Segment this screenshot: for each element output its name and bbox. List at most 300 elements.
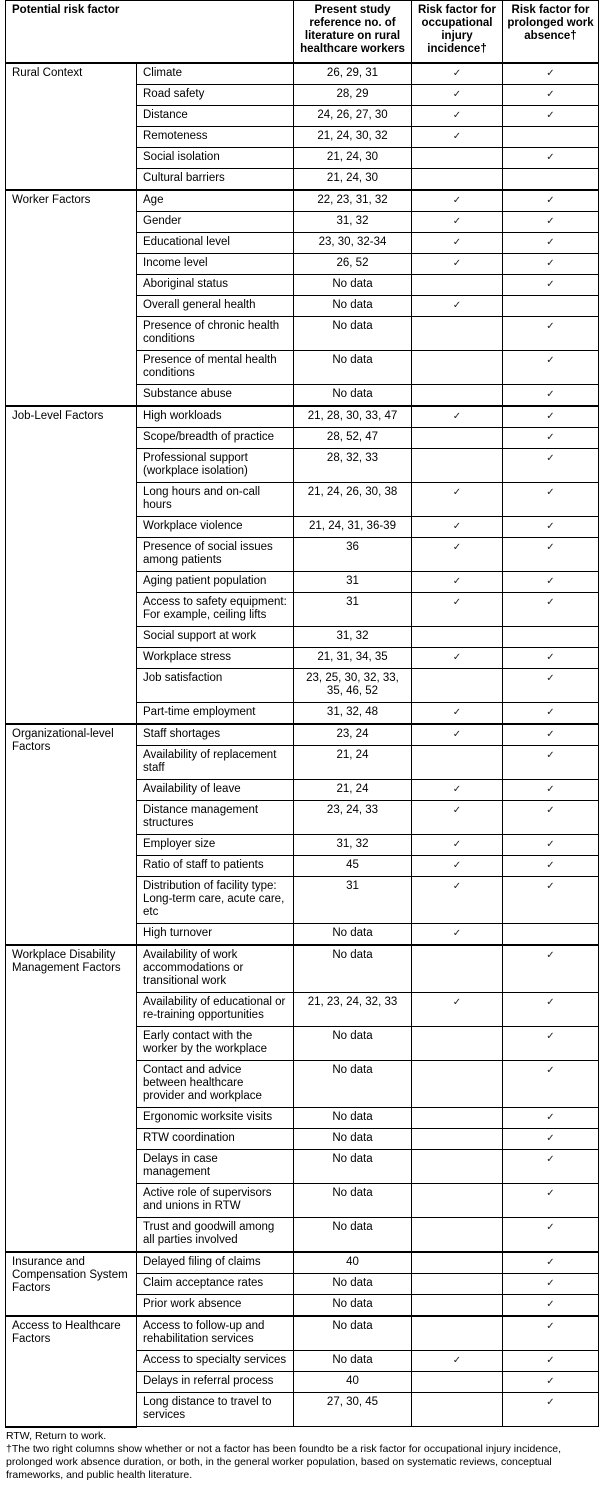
risk-factor-cell: Access to follow-up and rehabilitation services: [137, 1316, 294, 1351]
checkmark-icon: ✓: [452, 860, 462, 871]
prolonged-absence-cell: [503, 627, 599, 648]
risk-factor-cell: Part-time employment: [137, 703, 294, 725]
reference-numbers-cell: 31: [294, 877, 412, 924]
checkmark-icon: ✓: [452, 576, 462, 587]
injury-incidence-cell: [412, 1372, 503, 1393]
injury-incidence-cell: [412, 780, 503, 801]
injury-incidence-cell: [412, 317, 503, 351]
header-reference-numbers: Present study reference no. of literature on rural healthcare workers: [294, 1, 412, 64]
risk-factor-table-figure: [5, 0, 598, 1482]
reference-numbers-cell: 21, 24, 30: [294, 148, 412, 169]
checkmark-icon: ✓: [546, 1031, 555, 1042]
prolonged-absence-cell: [503, 212, 599, 233]
injury-incidence-cell: [412, 856, 503, 877]
checkmark-icon: ✓: [546, 805, 555, 816]
checkmark-icon: ✓: [452, 487, 462, 498]
reference-numbers-cell: 45: [294, 856, 412, 877]
reference-numbers-cell: No data: [294, 1351, 412, 1372]
reference-numbers-cell: No data: [294, 945, 412, 993]
reference-numbers-cell: 22, 23, 31, 32: [294, 190, 412, 212]
injury-incidence-cell: [412, 275, 503, 296]
injury-incidence-cell: [412, 406, 503, 428]
injury-incidence-cell: [412, 1393, 503, 1427]
prolonged-absence-cell: [503, 593, 599, 627]
checkmark-icon: ✓: [546, 1278, 555, 1289]
risk-factor-cell: Age: [137, 190, 294, 212]
checkmark-icon: ✓: [546, 750, 555, 761]
reference-numbers-cell: 23, 25, 30, 32, 33, 35, 46, 52: [294, 669, 412, 703]
checkmark-icon: ✓: [452, 521, 462, 532]
reference-numbers-cell: 26, 29, 31: [294, 63, 412, 85]
table-header-row: [6, 1, 599, 64]
checkmark-icon: ✓: [546, 597, 555, 608]
checkmark-icon: ✓: [452, 131, 462, 142]
checkmark-icon: ✓: [452, 68, 462, 79]
checkmark-icon: ✓: [546, 997, 555, 1008]
checkmark-icon: ✓: [546, 542, 555, 553]
risk-factor-cell: Job satisfaction: [137, 669, 294, 703]
prolonged-absence-cell: [503, 724, 599, 746]
risk-factor-cell: Aging patient population: [137, 572, 294, 593]
risk-factor-cell: Delays in referral process: [137, 1372, 294, 1393]
checkmark-icon: ✓: [546, 707, 555, 718]
injury-incidence-cell: [412, 483, 503, 517]
injury-incidence-cell: [412, 669, 503, 703]
prolonged-absence-cell: [503, 254, 599, 275]
risk-factor-cell: Presence of chronic health conditions: [137, 317, 294, 351]
prolonged-absence-cell: [503, 993, 599, 1027]
table-body: [6, 63, 599, 1427]
risk-factor-cell: Claim acceptance rates: [137, 1274, 294, 1295]
risk-factor-cell: Long distance to travel to services: [137, 1393, 294, 1427]
checkmark-icon: ✓: [546, 355, 555, 366]
risk-factor-cell: High turnover: [137, 924, 294, 946]
reference-numbers-cell: No data: [294, 1150, 412, 1184]
checkmark-icon: ✓: [546, 432, 555, 443]
reference-numbers-cell: 31, 32: [294, 835, 412, 856]
prolonged-absence-cell: [503, 1218, 599, 1253]
reference-numbers-cell: No data: [294, 1274, 412, 1295]
prolonged-absence-cell: [503, 85, 599, 106]
injury-incidence-cell: [412, 1061, 503, 1108]
injury-incidence-cell: [412, 1218, 503, 1253]
reference-numbers-cell: 36: [294, 538, 412, 572]
category-label: Workplace Disability Management Factors: [6, 945, 137, 1252]
risk-factor-cell: Delays in case management: [137, 1150, 294, 1184]
reference-numbers-cell: 21, 24, 30: [294, 169, 412, 191]
reference-numbers-cell: No data: [294, 1027, 412, 1061]
prolonged-absence-cell: [503, 924, 599, 946]
checkmark-icon: ✓: [452, 411, 462, 422]
category-label: Worker Factors: [6, 190, 137, 406]
injury-incidence-cell: [412, 428, 503, 449]
risk-factor-cell: Distance management structures: [137, 801, 294, 835]
risk-factor-cell: Road safety: [137, 85, 294, 106]
prolonged-absence-cell: [503, 1295, 599, 1317]
risk-factor-cell: Social isolation: [137, 148, 294, 169]
reference-numbers-cell: 26, 52: [294, 254, 412, 275]
risk-factor-cell: Scope/breadth of practice: [137, 428, 294, 449]
checkmark-icon: ✓: [546, 110, 555, 121]
checkmark-icon: ✓: [546, 950, 555, 961]
risk-factor-cell: Staff shortages: [137, 724, 294, 746]
reference-numbers-cell: No data: [294, 924, 412, 946]
reference-numbers-cell: No data: [294, 1108, 412, 1129]
table-row: [6, 724, 599, 746]
risk-factor-cell: Social support at work: [137, 627, 294, 648]
header-prolonged-absence: Risk factor for prolonged work absence†: [503, 1, 599, 64]
injury-incidence-cell: [412, 106, 503, 127]
checkmark-icon: ✓: [546, 784, 555, 795]
category-label: Rural Context: [6, 63, 137, 190]
injury-incidence-cell: [412, 648, 503, 669]
injury-incidence-cell: [412, 351, 503, 385]
reference-numbers-cell: No data: [294, 275, 412, 296]
checkmark-icon: ✓: [546, 1257, 555, 1268]
checkmark-icon: ✓: [452, 300, 462, 311]
injury-incidence-cell: [412, 924, 503, 946]
injury-incidence-cell: [412, 1129, 503, 1150]
prolonged-absence-cell: [503, 538, 599, 572]
prolonged-absence-cell: [503, 1274, 599, 1295]
table-row: [6, 1316, 599, 1351]
reference-numbers-cell: No data: [294, 1061, 412, 1108]
prolonged-absence-cell: [503, 127, 599, 148]
checkmark-icon: ✓: [546, 1397, 555, 1408]
injury-incidence-cell: [412, 1252, 503, 1274]
injury-incidence-cell: [412, 1351, 503, 1372]
risk-factor-cell: Aboriginal status: [137, 275, 294, 296]
risk-factor-cell: Access to safety equipment: For example, ceiling lifts: [137, 593, 294, 627]
reference-numbers-cell: 23, 24, 33: [294, 801, 412, 835]
risk-factor-cell: Presence of mental health conditions: [137, 351, 294, 385]
table-row: [6, 1252, 599, 1274]
checkmark-icon: ✓: [452, 237, 462, 248]
category-label: Organizational-level Factors: [6, 724, 137, 945]
checkmark-icon: ✓: [546, 258, 555, 269]
reference-numbers-cell: 21, 24: [294, 780, 412, 801]
injury-incidence-cell: [412, 127, 503, 148]
table-row: [6, 190, 599, 212]
checkmark-icon: ✓: [546, 237, 555, 248]
checkmark-icon: ✓: [452, 258, 462, 269]
reference-numbers-cell: 27, 30, 45: [294, 1393, 412, 1427]
reference-numbers-cell: No data: [294, 1295, 412, 1317]
injury-incidence-cell: [412, 877, 503, 924]
checkmark-icon: ✓: [546, 1112, 555, 1123]
risk-factor-cell: Availability of leave: [137, 780, 294, 801]
risk-factor-cell: Workplace violence: [137, 517, 294, 538]
checkmark-icon: ✓: [546, 576, 555, 587]
footnote-abbreviation: RTW, Return to work.: [6, 1429, 107, 1442]
checkmark-icon: ✓: [546, 1355, 555, 1366]
checkmark-icon: ✓: [452, 997, 462, 1008]
reference-numbers-cell: 21, 24, 31, 36-39: [294, 517, 412, 538]
reference-numbers-cell: No data: [294, 1184, 412, 1218]
checkmark-icon: ✓: [546, 521, 555, 532]
checkmark-icon: ✓: [452, 784, 462, 795]
prolonged-absence-cell: [503, 1061, 599, 1108]
reference-numbers-cell: 23, 24: [294, 724, 412, 746]
prolonged-absence-cell: [503, 449, 599, 483]
risk-factor-cell: Active role of supervisors and unions in RTW: [137, 1184, 294, 1218]
checkmark-icon: ✓: [546, 389, 555, 400]
reference-numbers-cell: 24, 26, 27, 30: [294, 106, 412, 127]
risk-factor-cell: Availability of replacement staff: [137, 746, 294, 780]
risk-factor-table: [5, 0, 599, 1428]
prolonged-absence-cell: [503, 317, 599, 351]
checkmark-icon: ✓: [452, 597, 462, 608]
checkmark-icon: ✓: [546, 195, 555, 206]
risk-factor-cell: Gender: [137, 212, 294, 233]
reference-numbers-cell: 31, 32: [294, 627, 412, 648]
injury-incidence-cell: [412, 746, 503, 780]
checkmark-icon: ✓: [546, 279, 555, 290]
prolonged-absence-cell: [503, 483, 599, 517]
reference-numbers-cell: No data: [294, 1218, 412, 1253]
checkmark-icon: ✓: [452, 110, 462, 121]
prolonged-absence-cell: [503, 1108, 599, 1129]
reference-numbers-cell: No data: [294, 385, 412, 407]
reference-numbers-cell: 28, 52, 47: [294, 428, 412, 449]
risk-factor-cell: Income level: [137, 254, 294, 275]
injury-incidence-cell: [412, 449, 503, 483]
checkmark-icon: ✓: [452, 707, 462, 718]
risk-factor-cell: Long hours and on-call hours: [137, 483, 294, 517]
prolonged-absence-cell: [503, 703, 599, 725]
injury-incidence-cell: [412, 538, 503, 572]
injury-incidence-cell: [412, 703, 503, 725]
reference-numbers-cell: No data: [294, 296, 412, 317]
reference-numbers-cell: 21, 24, 30, 32: [294, 127, 412, 148]
checkmark-icon: ✓: [452, 542, 462, 553]
prolonged-absence-cell: [503, 63, 599, 85]
injury-incidence-cell: [412, 1274, 503, 1295]
injury-incidence-cell: [412, 572, 503, 593]
injury-incidence-cell: [412, 835, 503, 856]
injury-incidence-cell: [412, 1316, 503, 1351]
category-label: Job-Level Factors: [6, 406, 137, 724]
checkmark-icon: ✓: [546, 487, 555, 498]
prolonged-absence-cell: [503, 1372, 599, 1393]
reference-numbers-cell: 21, 31, 34, 35: [294, 648, 412, 669]
risk-factor-cell: Contact and advice between healthcare provider and workplace: [137, 1061, 294, 1108]
checkmark-icon: ✓: [452, 729, 462, 740]
risk-factor-cell: Climate: [137, 63, 294, 85]
prolonged-absence-cell: [503, 1393, 599, 1427]
risk-factor-cell: Distance: [137, 106, 294, 127]
prolonged-absence-cell: [503, 1252, 599, 1274]
prolonged-absence-cell: [503, 801, 599, 835]
checkmark-icon: ✓: [452, 1355, 462, 1366]
reference-numbers-cell: 28, 32, 33: [294, 449, 412, 483]
risk-factor-cell: Access to specialty services: [137, 1351, 294, 1372]
risk-factor-cell: Delayed filing of claims: [137, 1252, 294, 1274]
reference-numbers-cell: No data: [294, 1129, 412, 1150]
injury-incidence-cell: [412, 190, 503, 212]
risk-factor-cell: Educational level: [137, 233, 294, 254]
risk-factor-cell: Cultural barriers: [137, 169, 294, 191]
checkmark-icon: ✓: [546, 860, 555, 871]
reference-numbers-cell: 40: [294, 1252, 412, 1274]
injury-incidence-cell: [412, 627, 503, 648]
prolonged-absence-cell: [503, 669, 599, 703]
reference-numbers-cell: 21, 23, 24, 32, 33: [294, 993, 412, 1027]
prolonged-absence-cell: [503, 406, 599, 428]
checkmark-icon: ✓: [546, 89, 555, 100]
injury-incidence-cell: [412, 63, 503, 85]
reference-numbers-cell: 31, 32, 48: [294, 703, 412, 725]
checkmark-icon: ✓: [546, 1154, 555, 1165]
checkmark-icon: ✓: [546, 729, 555, 740]
prolonged-absence-cell: [503, 106, 599, 127]
reference-numbers-cell: 31, 32: [294, 212, 412, 233]
reference-numbers-cell: 28, 29: [294, 85, 412, 106]
prolonged-absence-cell: [503, 1129, 599, 1150]
prolonged-absence-cell: [503, 275, 599, 296]
reference-numbers-cell: No data: [294, 351, 412, 385]
prolonged-absence-cell: [503, 572, 599, 593]
prolonged-absence-cell: [503, 190, 599, 212]
checkmark-icon: ✓: [546, 1222, 555, 1233]
prolonged-absence-cell: [503, 296, 599, 317]
risk-factor-cell: Overall general health: [137, 296, 294, 317]
checkmark-icon: ✓: [546, 1133, 555, 1144]
checkmark-icon: ✓: [546, 1321, 555, 1332]
checkmark-icon: ✓: [546, 881, 555, 892]
injury-incidence-cell: [412, 593, 503, 627]
prolonged-absence-cell: [503, 148, 599, 169]
injury-incidence-cell: [412, 254, 503, 275]
reference-numbers-cell: 40: [294, 1372, 412, 1393]
checkmark-icon: ✓: [546, 68, 555, 79]
checkmark-icon: ✓: [452, 839, 462, 850]
risk-factor-cell: Availability of work accommodations or transitional work: [137, 945, 294, 993]
table-row: [6, 945, 599, 993]
reference-numbers-cell: No data: [294, 317, 412, 351]
prolonged-absence-cell: [503, 835, 599, 856]
category-label: Access to Healthcare Factors: [6, 1316, 137, 1427]
injury-incidence-cell: [412, 1295, 503, 1317]
prolonged-absence-cell: [503, 1316, 599, 1351]
table-footnotes: [5, 1430, 598, 1482]
prolonged-absence-cell: [503, 1351, 599, 1372]
checkmark-icon: ✓: [546, 673, 555, 684]
injury-incidence-cell: [412, 517, 503, 538]
prolonged-absence-cell: [503, 351, 599, 385]
injury-incidence-cell: [412, 1027, 503, 1061]
prolonged-absence-cell: [503, 233, 599, 254]
checkmark-icon: ✓: [546, 1188, 555, 1199]
prolonged-absence-cell: [503, 1184, 599, 1218]
prolonged-absence-cell: [503, 1027, 599, 1061]
checkmark-icon: ✓: [546, 453, 555, 464]
reference-numbers-cell: 31: [294, 593, 412, 627]
prolonged-absence-cell: [503, 856, 599, 877]
prolonged-absence-cell: [503, 877, 599, 924]
injury-incidence-cell: [412, 801, 503, 835]
risk-factor-cell: Ratio of staff to patients: [137, 856, 294, 877]
prolonged-absence-cell: [503, 1150, 599, 1184]
injury-incidence-cell: [412, 1184, 503, 1218]
prolonged-absence-cell: [503, 169, 599, 191]
reference-numbers-cell: 21, 24, 26, 30, 38: [294, 483, 412, 517]
prolonged-absence-cell: [503, 746, 599, 780]
checkmark-icon: ✓: [546, 152, 555, 163]
risk-factor-cell: Early contact with the worker by the workplace: [137, 1027, 294, 1061]
checkmark-icon: ✓: [452, 928, 462, 939]
risk-factor-cell: Substance abuse: [137, 385, 294, 407]
risk-factor-cell: Availability of educational or re-training opportunities: [137, 993, 294, 1027]
risk-factor-cell: High workloads: [137, 406, 294, 428]
injury-incidence-cell: [412, 385, 503, 407]
header-potential-risk-factor: Potential risk factor: [6, 1, 294, 64]
checkmark-icon: ✓: [452, 652, 462, 663]
checkmark-icon: ✓: [452, 881, 462, 892]
checkmark-icon: ✓: [546, 411, 555, 422]
checkmark-icon: ✓: [452, 216, 462, 227]
table-row: [6, 63, 599, 85]
checkmark-icon: ✓: [546, 1376, 555, 1387]
checkmark-icon: ✓: [452, 195, 462, 206]
checkmark-icon: ✓: [546, 321, 555, 332]
injury-incidence-cell: [412, 296, 503, 317]
risk-factor-cell: Workplace stress: [137, 648, 294, 669]
risk-factor-cell: Ergonomic worksite visits: [137, 1108, 294, 1129]
risk-factor-cell: Trust and goodwill among all parties involved: [137, 1218, 294, 1253]
header-injury-incidence: Risk factor for occupational injury incidence†: [412, 1, 503, 64]
checkmark-icon: ✓: [452, 89, 462, 100]
prolonged-absence-cell: [503, 780, 599, 801]
table-row: [6, 406, 599, 428]
risk-factor-cell: Remoteness: [137, 127, 294, 148]
reference-numbers-cell: 31: [294, 572, 412, 593]
reference-numbers-cell: 23, 30, 32-34: [294, 233, 412, 254]
injury-incidence-cell: [412, 724, 503, 746]
footnote-dagger: †The two right columns show whether or not a factor has been foundto be a risk factor for occupational injury incidence, prolonged work absence duration, or both, in the general worker population, based on systematic reviews, conceptual frameworks, and public health literature.: [6, 1442, 562, 1481]
reference-numbers-cell: No data: [294, 1316, 412, 1351]
prolonged-absence-cell: [503, 517, 599, 538]
injury-incidence-cell: [412, 148, 503, 169]
risk-factor-cell: Distribution of facility type: Long-term care, acute care, etc: [137, 877, 294, 924]
injury-incidence-cell: [412, 1108, 503, 1129]
checkmark-icon: ✓: [546, 1065, 555, 1076]
risk-factor-cell: Presence of social issues among patients: [137, 538, 294, 572]
prolonged-absence-cell: [503, 648, 599, 669]
injury-incidence-cell: [412, 85, 503, 106]
injury-incidence-cell: [412, 1150, 503, 1184]
injury-incidence-cell: [412, 169, 503, 191]
checkmark-icon: ✓: [546, 839, 555, 850]
risk-factor-cell: RTW coordination: [137, 1129, 294, 1150]
reference-numbers-cell: 21, 24: [294, 746, 412, 780]
injury-incidence-cell: [412, 993, 503, 1027]
checkmark-icon: ✓: [546, 652, 555, 663]
prolonged-absence-cell: [503, 428, 599, 449]
injury-incidence-cell: [412, 233, 503, 254]
reference-numbers-cell: 21, 28, 30, 33, 47: [294, 406, 412, 428]
risk-factor-cell: Employer size: [137, 835, 294, 856]
prolonged-absence-cell: [503, 385, 599, 407]
prolonged-absence-cell: [503, 945, 599, 993]
checkmark-icon: ✓: [546, 1299, 555, 1310]
category-label: Insurance and Compensation System Factors: [6, 1252, 137, 1316]
injury-incidence-cell: [412, 212, 503, 233]
risk-factor-cell: Professional support (workplace isolation): [137, 449, 294, 483]
checkmark-icon: ✓: [452, 805, 462, 816]
checkmark-icon: ✓: [546, 216, 555, 227]
injury-incidence-cell: [412, 945, 503, 993]
